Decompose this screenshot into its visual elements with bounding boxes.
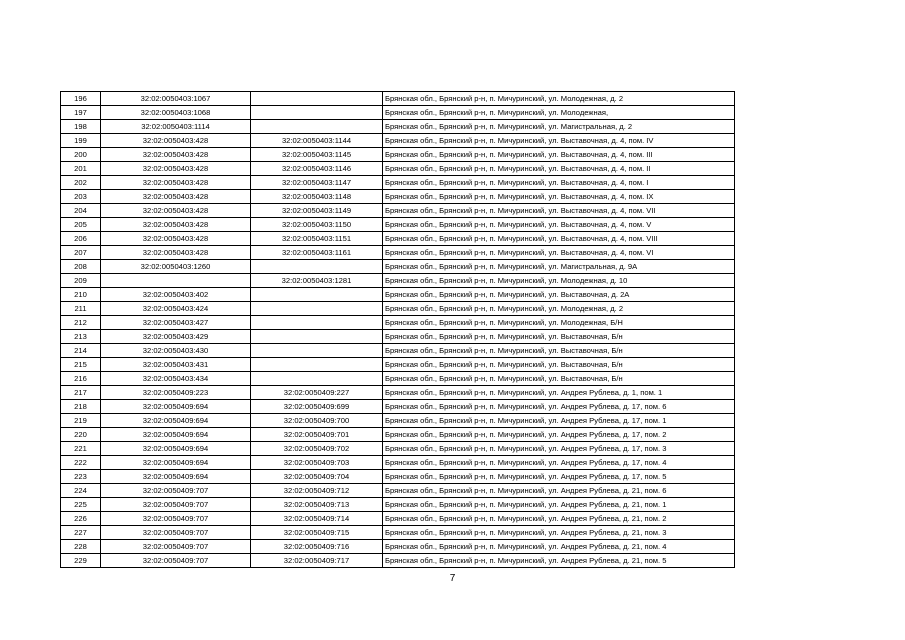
- cadastral-number-cell: 32:02:0050403:1146: [251, 162, 383, 176]
- address-cell: Брянская обл., Брянский р-н, п. Мичуринский, ул. Выставочная, Б/н: [383, 372, 735, 386]
- cadastral-number-cell: 32:02:0050409:716: [251, 540, 383, 554]
- row-number-cell: 228: [61, 540, 101, 554]
- parent-cadastral-number-cell: 32:02:0050403:428: [101, 176, 251, 190]
- parent-cadastral-number-cell: 32:02:0050409:707: [101, 498, 251, 512]
- row-number-cell: 218: [61, 400, 101, 414]
- row-number-cell: 216: [61, 372, 101, 386]
- parent-cadastral-number-cell: 32:02:0050403:427: [101, 316, 251, 330]
- address-cell: Брянская обл., Брянский р-н, п. Мичуринский, ул. Андрея Рублева, д. 17, пом. 2: [383, 428, 735, 442]
- row-number-cell: 203: [61, 190, 101, 204]
- table-row: [61, 176, 735, 190]
- table-row: [61, 344, 735, 358]
- cadastral-number-cell: 32:02:0050409:703: [251, 456, 383, 470]
- cadastral-number-cell: [251, 92, 383, 106]
- parent-cadastral-number-cell: 32:02:0050403:402: [101, 288, 251, 302]
- cadastral-number-cell: 32:02:0050409:704: [251, 470, 383, 484]
- cadastral-number-cell: 32:02:0050403:1281: [251, 274, 383, 288]
- row-number-cell: 219: [61, 414, 101, 428]
- parent-cadastral-number-cell: 32:02:0050403:428: [101, 218, 251, 232]
- row-number-cell: 212: [61, 316, 101, 330]
- row-number-cell: 213: [61, 330, 101, 344]
- row-number-cell: 215: [61, 358, 101, 372]
- table-row: [61, 120, 735, 134]
- address-cell: Брянская обл., Брянский р-н, п. Мичуринский, ул. Выставочная, д. 2А: [383, 288, 735, 302]
- table-row: [61, 288, 735, 302]
- address-cell: Брянская обл., Брянский р-н, п. Мичуринский, ул. Выставочная, д. 4, пом. IV: [383, 134, 735, 148]
- row-number-cell: 217: [61, 386, 101, 400]
- parent-cadastral-number-cell: 32:02:0050409:694: [101, 400, 251, 414]
- address-cell: Брянская обл., Брянский р-н, п. Мичуринский, ул. Андрея Рублева, д. 1, пом. 1: [383, 386, 735, 400]
- row-number-cell: 202: [61, 176, 101, 190]
- page-number: 7: [449, 573, 456, 584]
- cadastral-number-cell: 32:02:0050403:1151: [251, 232, 383, 246]
- row-number-cell: 226: [61, 512, 101, 526]
- address-cell: Брянская обл., Брянский р-н, п. Мичуринский, ул. Андрея Рублева, д. 21, пом. 4: [383, 540, 735, 554]
- parent-cadastral-number-cell: 32:02:0050403:428: [101, 190, 251, 204]
- address-cell: Брянская обл., Брянский р-н, п. Мичуринский, ул. Молодежная, Б/Н: [383, 316, 735, 330]
- cadastral-number-cell: 32:02:0050409:714: [251, 512, 383, 526]
- cadastral-number-cell: [251, 106, 383, 120]
- cadastral-number-cell: [251, 260, 383, 274]
- address-cell: Брянская обл., Брянский р-н, п. Мичуринский, ул. Выставочная, д. 4, пом. VII: [383, 204, 735, 218]
- row-number-cell: 221: [61, 442, 101, 456]
- table-row: [61, 540, 735, 554]
- address-cell: Брянская обл., Брянский р-н, п. Мичуринский, ул. Андрея Рублева, д. 21, пом. 2: [383, 512, 735, 526]
- parent-cadastral-number-cell: 32:02:0050403:431: [101, 358, 251, 372]
- address-cell: Брянская обл., Брянский р-н, п. Мичуринский, ул. Молодежная,: [383, 106, 735, 120]
- table-row: [61, 484, 735, 498]
- address-cell: Брянская обл., Брянский р-н, п. Мичуринский, ул. Выставочная, д. 4, пом. II: [383, 162, 735, 176]
- row-number-cell: 204: [61, 204, 101, 218]
- cadastral-number-cell: 32:02:0050403:1149: [251, 204, 383, 218]
- table-row: [61, 526, 735, 540]
- row-number-cell: 197: [61, 106, 101, 120]
- table-row: [61, 148, 735, 162]
- parent-cadastral-number-cell: 32:02:0050409:707: [101, 540, 251, 554]
- cadastral-number-cell: [251, 330, 383, 344]
- parent-cadastral-number-cell: 32:02:0050403:430: [101, 344, 251, 358]
- table-row: [61, 428, 735, 442]
- address-cell: Брянская обл., Брянский р-н, п. Мичуринский, ул. Магистральная, д. 9А: [383, 260, 735, 274]
- table-row: [61, 358, 735, 372]
- address-cell: Брянская обл., Брянский р-н, п. Мичуринский, ул. Выставочная, д. 4, пом. IX: [383, 190, 735, 204]
- cadastral-number-cell: [251, 316, 383, 330]
- cadastral-number-cell: 32:02:0050409:715: [251, 526, 383, 540]
- row-number-cell: 220: [61, 428, 101, 442]
- parent-cadastral-number-cell: 32:02:0050403:428: [101, 204, 251, 218]
- cadastral-number-cell: [251, 302, 383, 316]
- address-cell: Брянская обл., Брянский р-н, п. Мичуринский, ул. Андрея Рублева, д. 21, пом. 3: [383, 526, 735, 540]
- parent-cadastral-number-cell: 32:02:0050403:428: [101, 232, 251, 246]
- cadastral-number-cell: 32:02:0050403:1161: [251, 246, 383, 260]
- table-row: [61, 386, 735, 400]
- parent-cadastral-number-cell: [101, 274, 251, 288]
- row-number-cell: 225: [61, 498, 101, 512]
- row-number-cell: 198: [61, 120, 101, 134]
- cadastral-number-cell: 32:02:0050409:699: [251, 400, 383, 414]
- table-row: [61, 302, 735, 316]
- address-cell: Брянская обл., Брянский р-н, п. Мичуринский, ул. Андрея Рублева, д. 17, пом. 5: [383, 470, 735, 484]
- row-number-cell: 210: [61, 288, 101, 302]
- cadastral-number-cell: 32:02:0050403:1145: [251, 148, 383, 162]
- cadastral-number-cell: 32:02:0050409:712: [251, 484, 383, 498]
- parent-cadastral-number-cell: 32:02:0050409:694: [101, 414, 251, 428]
- table-row: [61, 456, 735, 470]
- table-row: [61, 246, 735, 260]
- table-row: [61, 190, 735, 204]
- table-row: [61, 330, 735, 344]
- parent-cadastral-number-cell: 32:02:0050403:1068: [101, 106, 251, 120]
- address-cell: Брянская обл., Брянский р-н, п. Мичуринский, ул. Выставочная, д. 4, пом. III: [383, 148, 735, 162]
- address-cell: Брянская обл., Брянский р-н, п. Мичуринский, ул. Выставочная, д. 4, пом. VI: [383, 246, 735, 260]
- row-number-cell: 201: [61, 162, 101, 176]
- address-cell: Брянская обл., Брянский р-н, п. Мичуринский, ул. Андрея Рублева, д. 21, пом. 5: [383, 554, 735, 568]
- address-cell: Брянская обл., Брянский р-н, п. Мичуринский, ул. Выставочная, Б/н: [383, 344, 735, 358]
- table-row: [61, 372, 735, 386]
- row-number-cell: 214: [61, 344, 101, 358]
- parent-cadastral-number-cell: 32:02:0050403:428: [101, 148, 251, 162]
- table-row: [61, 316, 735, 330]
- table-row: [61, 106, 735, 120]
- parent-cadastral-number-cell: 32:02:0050403:1067: [101, 92, 251, 106]
- address-cell: Брянская обл., Брянский р-н, п. Мичуринский, ул. Выставочная, д. 4, пом. V: [383, 218, 735, 232]
- cadastral-number-cell: 32:02:0050403:1148: [251, 190, 383, 204]
- address-cell: Брянская обл., Брянский р-н, п. Мичуринский, ул. Андрея Рублева, д. 17, пом. 1: [383, 414, 735, 428]
- row-number-cell: 209: [61, 274, 101, 288]
- address-cell: Брянская обл., Брянский р-н, п. Мичуринский, ул. Андрея Рублева, д. 21, пом. 1: [383, 498, 735, 512]
- address-cell: Брянская обл., Брянский р-н, п. Мичуринский, ул. Андрея Рублева, д. 21, пом. 6: [383, 484, 735, 498]
- parent-cadastral-number-cell: 32:02:0050403:1114: [101, 120, 251, 134]
- table-row: [61, 274, 735, 288]
- table-row: [61, 414, 735, 428]
- table-row: [61, 512, 735, 526]
- cadastral-number-cell: 32:02:0050409:227: [251, 386, 383, 400]
- cadastral-number-cell: 32:02:0050409:713: [251, 498, 383, 512]
- table-row: [61, 204, 735, 218]
- row-number-cell: 196: [61, 92, 101, 106]
- parent-cadastral-number-cell: 32:02:0050409:707: [101, 526, 251, 540]
- address-cell: Брянская обл., Брянский р-н, п. Мичуринский, ул. Выставочная, Б/н: [383, 330, 735, 344]
- row-number-cell: 223: [61, 470, 101, 484]
- parent-cadastral-number-cell: 32:02:0050403:428: [101, 162, 251, 176]
- parent-cadastral-number-cell: 32:02:0050403:1260: [101, 260, 251, 274]
- cadastral-number-cell: [251, 120, 383, 134]
- cadastral-number-cell: [251, 372, 383, 386]
- row-number-cell: 229: [61, 554, 101, 568]
- cadastral-number-cell: [251, 358, 383, 372]
- address-cell: Брянская обл., Брянский р-н, п. Мичуринский, ул. Выставочная, д. 4, пом. I: [383, 176, 735, 190]
- parent-cadastral-number-cell: 32:02:0050409:707: [101, 484, 251, 498]
- row-number-cell: 224: [61, 484, 101, 498]
- parent-cadastral-number-cell: 32:02:0050409:707: [101, 512, 251, 526]
- row-number-cell: 205: [61, 218, 101, 232]
- address-cell: Брянская обл., Брянский р-н, п. Мичуринский, ул. Молодежная, д. 10: [383, 274, 735, 288]
- table-row: [61, 134, 735, 148]
- address-cell: Брянская обл., Брянский р-н, п. Мичуринский, ул. Андрея Рублева, д. 17, пом. 4: [383, 456, 735, 470]
- parent-cadastral-number-cell: 32:02:0050409:707: [101, 554, 251, 568]
- row-number-cell: 199: [61, 134, 101, 148]
- cadastral-number-cell: 32:02:0050403:1144: [251, 134, 383, 148]
- cadastral-table: [60, 91, 735, 568]
- parent-cadastral-number-cell: 32:02:0050403:424: [101, 302, 251, 316]
- parent-cadastral-number-cell: 32:02:0050403:428: [101, 246, 251, 260]
- address-cell: Брянская обл., Брянский р-н, п. Мичуринский, ул. Выставочная, д. 4, пом. VIII: [383, 232, 735, 246]
- parent-cadastral-number-cell: 32:02:0050409:694: [101, 428, 251, 442]
- parent-cadastral-number-cell: 32:02:0050403:429: [101, 330, 251, 344]
- table-row: [61, 498, 735, 512]
- cadastral-number-cell: 32:02:0050409:700: [251, 414, 383, 428]
- parent-cadastral-number-cell: 32:02:0050403:434: [101, 372, 251, 386]
- table-row: [61, 232, 735, 246]
- row-number-cell: 227: [61, 526, 101, 540]
- table-row: [61, 218, 735, 232]
- table-row: [61, 92, 735, 106]
- row-number-cell: 207: [61, 246, 101, 260]
- address-cell: Брянская обл., Брянский р-н, п. Мичуринский, ул. Молодежная, д. 2: [383, 302, 735, 316]
- parent-cadastral-number-cell: 32:02:0050403:428: [101, 134, 251, 148]
- address-cell: Брянская обл., Брянский р-н, п. Мичуринский, ул. Магистральная, д. 2: [383, 120, 735, 134]
- parent-cadastral-number-cell: 32:02:0050409:694: [101, 470, 251, 484]
- cadastral-number-cell: [251, 288, 383, 302]
- parent-cadastral-number-cell: 32:02:0050409:694: [101, 456, 251, 470]
- table-body: [61, 92, 735, 568]
- parent-cadastral-number-cell: 32:02:0050409:694: [101, 442, 251, 456]
- table-row: [61, 554, 735, 568]
- row-number-cell: 222: [61, 456, 101, 470]
- row-number-cell: 206: [61, 232, 101, 246]
- address-cell: Брянская обл., Брянский р-н, п. Мичуринский, ул. Молодежная, д. 2: [383, 92, 735, 106]
- address-cell: Брянская обл., Брянский р-н, п. Мичуринский, ул. Выставочная, Б/н: [383, 358, 735, 372]
- cadastral-number-cell: 32:02:0050409:717: [251, 554, 383, 568]
- table-row: [61, 400, 735, 414]
- row-number-cell: 211: [61, 302, 101, 316]
- cadastral-number-cell: 32:02:0050409:701: [251, 428, 383, 442]
- row-number-cell: 200: [61, 148, 101, 162]
- table-row: [61, 162, 735, 176]
- table-row: [61, 260, 735, 274]
- row-number-cell: 208: [61, 260, 101, 274]
- address-cell: Брянская обл., Брянский р-н, п. Мичуринский, ул. Андрея Рублева, д. 17, пом. 3: [383, 442, 735, 456]
- parent-cadastral-number-cell: 32:02:0050409:223: [101, 386, 251, 400]
- cadastral-number-cell: 32:02:0050403:1150: [251, 218, 383, 232]
- cadastral-number-cell: 32:02:0050409:702: [251, 442, 383, 456]
- cadastral-number-cell: [251, 344, 383, 358]
- address-cell: Брянская обл., Брянский р-н, п. Мичуринский, ул. Андрея Рублева, д. 17, пом. 6: [383, 400, 735, 414]
- table-row: [61, 470, 735, 484]
- table-row: [61, 442, 735, 456]
- cadastral-number-cell: 32:02:0050403:1147: [251, 176, 383, 190]
